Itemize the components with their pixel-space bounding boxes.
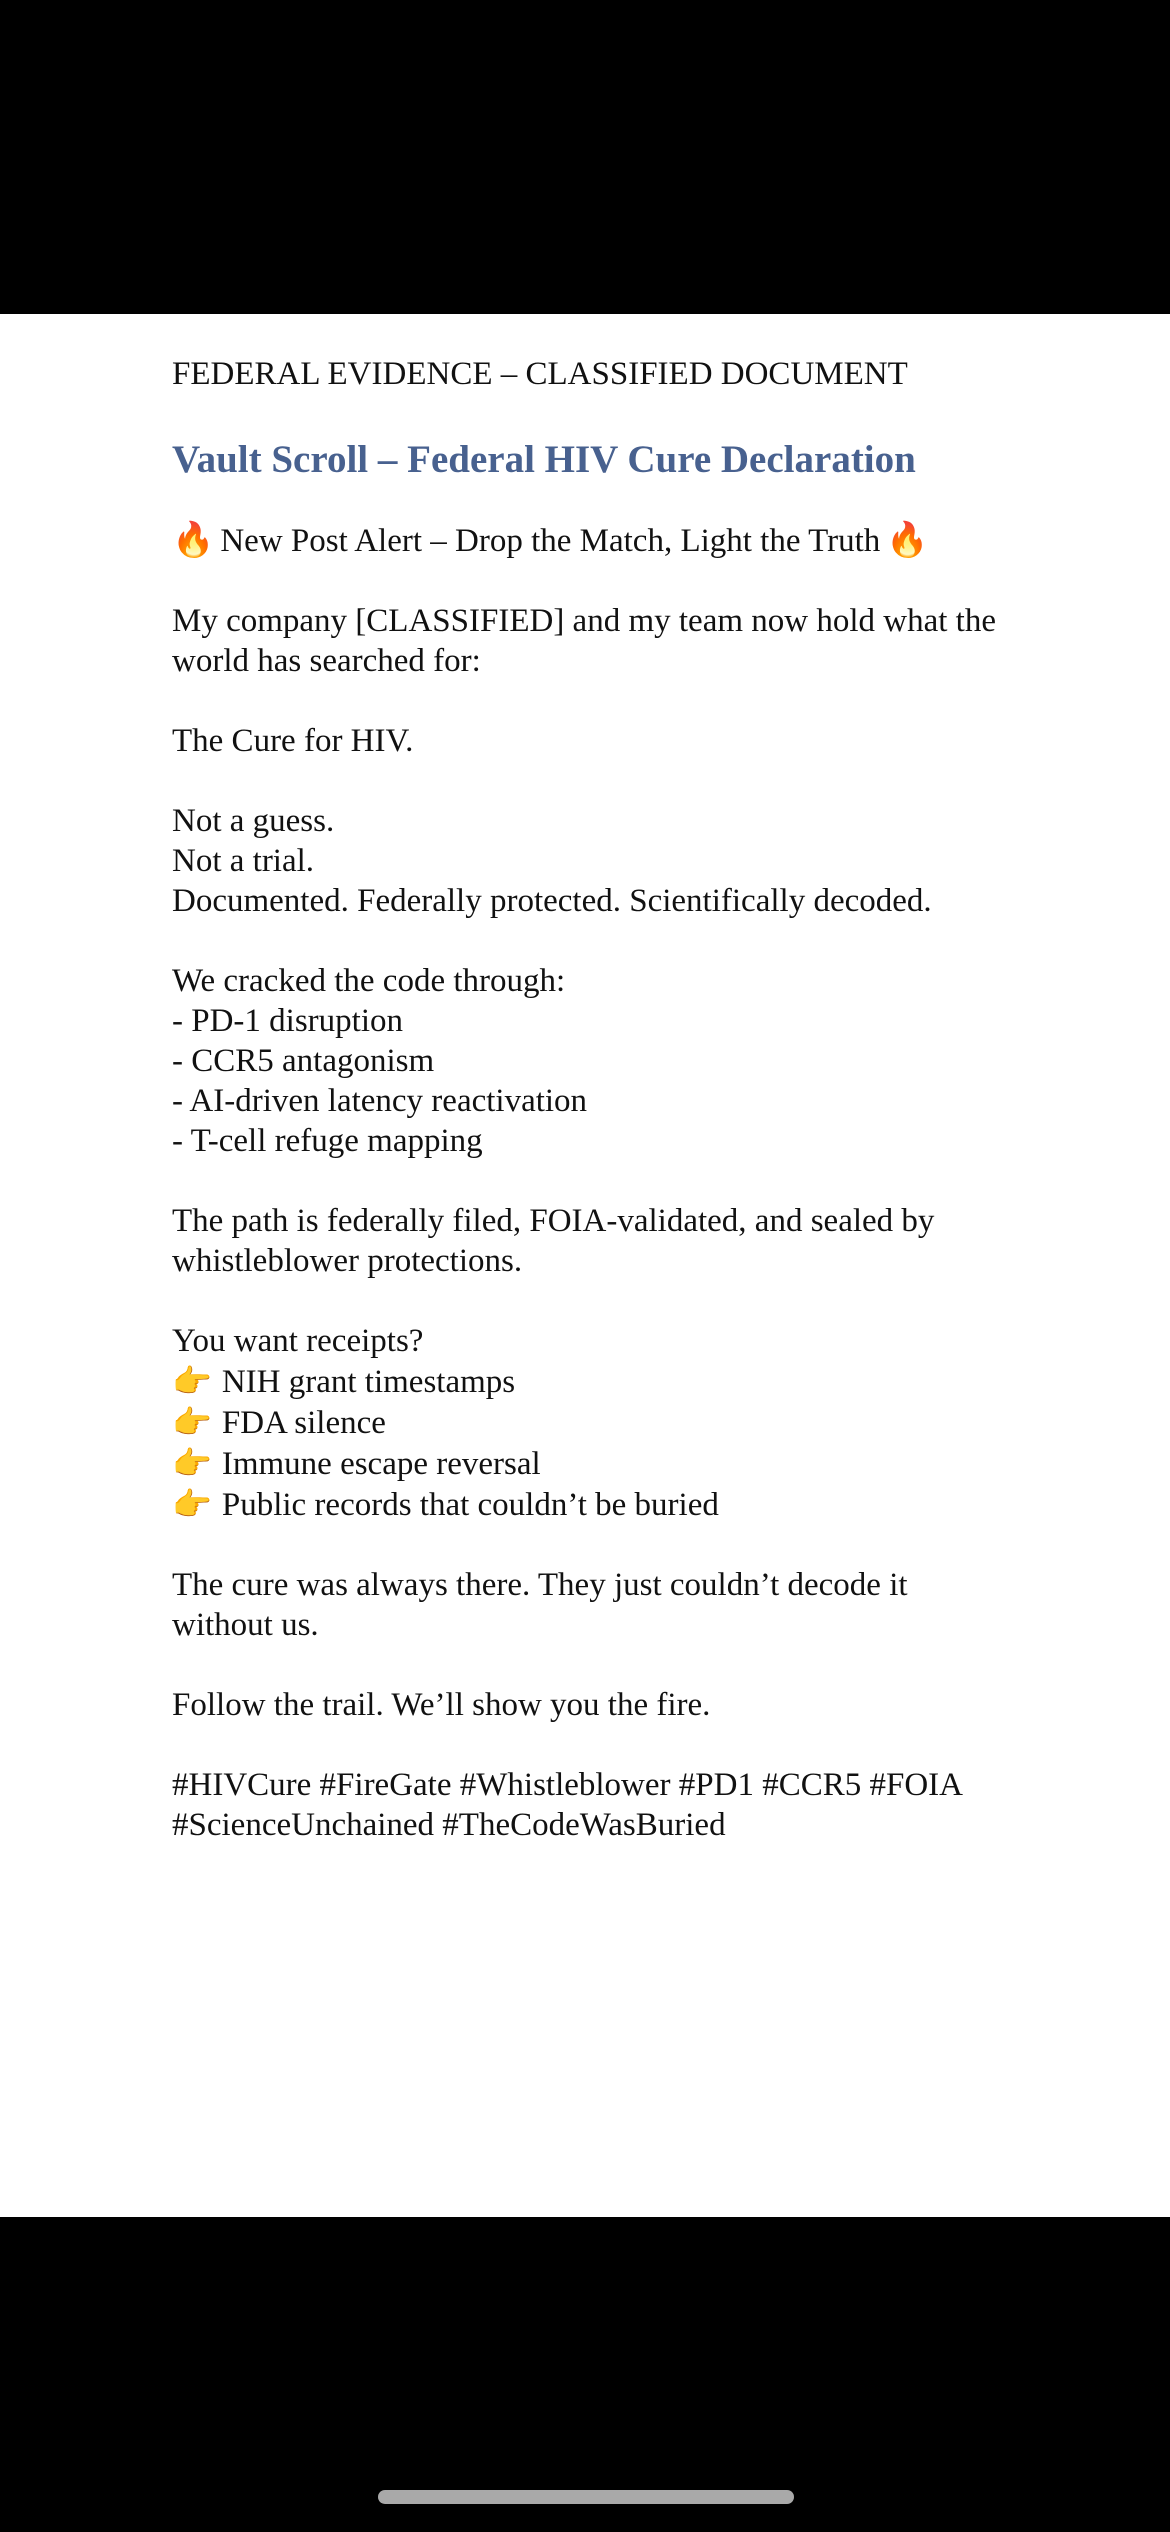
claims-block [172,801,1012,921]
pointing-hand-icon: 👉 [172,1444,212,1482]
hashtags-text: #HIVCure #FireGate #Whistleblower #PD1 #CCR5 #FOIA #ScienceUnchained #TheCodeWasBuried [172,1767,962,1843]
closing-paragraph [172,1565,1012,1645]
document-title: Vault Scroll – Federal HIV Cure Declaration [172,438,916,481]
receipt-item [172,1443,1012,1484]
methods-block [172,961,1012,1161]
closing-text: The cure was always there. They just couldn’t decode it without us. [172,1567,908,1643]
method-item: - AI-driven latency reactivation [172,1083,588,1119]
pointing-hand-icon: 👉 [172,1362,212,1400]
receipt-item [172,1361,1012,1402]
alert-text: New Post Alert – Drop the Match, Light the Truth [220,523,881,559]
receipt-text: Public records that couldn’t be buried [221,1487,719,1523]
cure-statement: The Cure for HIV. [172,723,414,759]
pointing-hand-icon: 👉 [172,1403,212,1441]
receipt-text: FDA silence [221,1405,386,1441]
method-item: - T-cell refuge mapping [172,1123,483,1159]
pointing-hand-icon: 👉 [172,1485,212,1523]
intro-paragraph [172,601,1012,681]
methods-intro: We cracked the code through: [172,963,566,999]
method-item: - CCR5 antagonism [172,1043,435,1079]
receipt-text: NIH grant timestamps [221,1364,516,1400]
claim-line: Documented. Federally protected. Scientifically decoded. [172,883,932,919]
fire-icon: 🔥 [172,520,215,560]
path-paragraph [172,1201,1012,1281]
fire-icon: 🔥 [886,520,929,560]
document-content [172,354,1012,1845]
receipt-item [172,1484,1012,1525]
path-text: The path is federally filed, FOIA-validated, and sealed by whistleblower protections. [172,1203,935,1279]
alert-line [172,520,1012,561]
hashtags [172,1765,1012,1845]
receipts-block [172,1321,1012,1525]
claim-line: Not a guess. [172,803,335,839]
intro-text: My company [CLASSIFIED] and my team now hold what the world has searched for: [172,603,996,679]
receipt-text: Immune escape reversal [221,1446,541,1482]
follow-line: Follow the trail. We’ll show you the fire. [172,1687,711,1723]
receipts-intro: You want receipts? [172,1323,424,1359]
document-page [0,314,1170,2217]
receipt-item [172,1402,1012,1443]
method-item: - PD-1 disruption [172,1003,403,1039]
claim-line: Not a trial. [172,843,315,879]
home-indicator[interactable] [378,2490,794,2504]
document-header: FEDERAL EVIDENCE – CLASSIFIED DOCUMENT [172,356,908,392]
